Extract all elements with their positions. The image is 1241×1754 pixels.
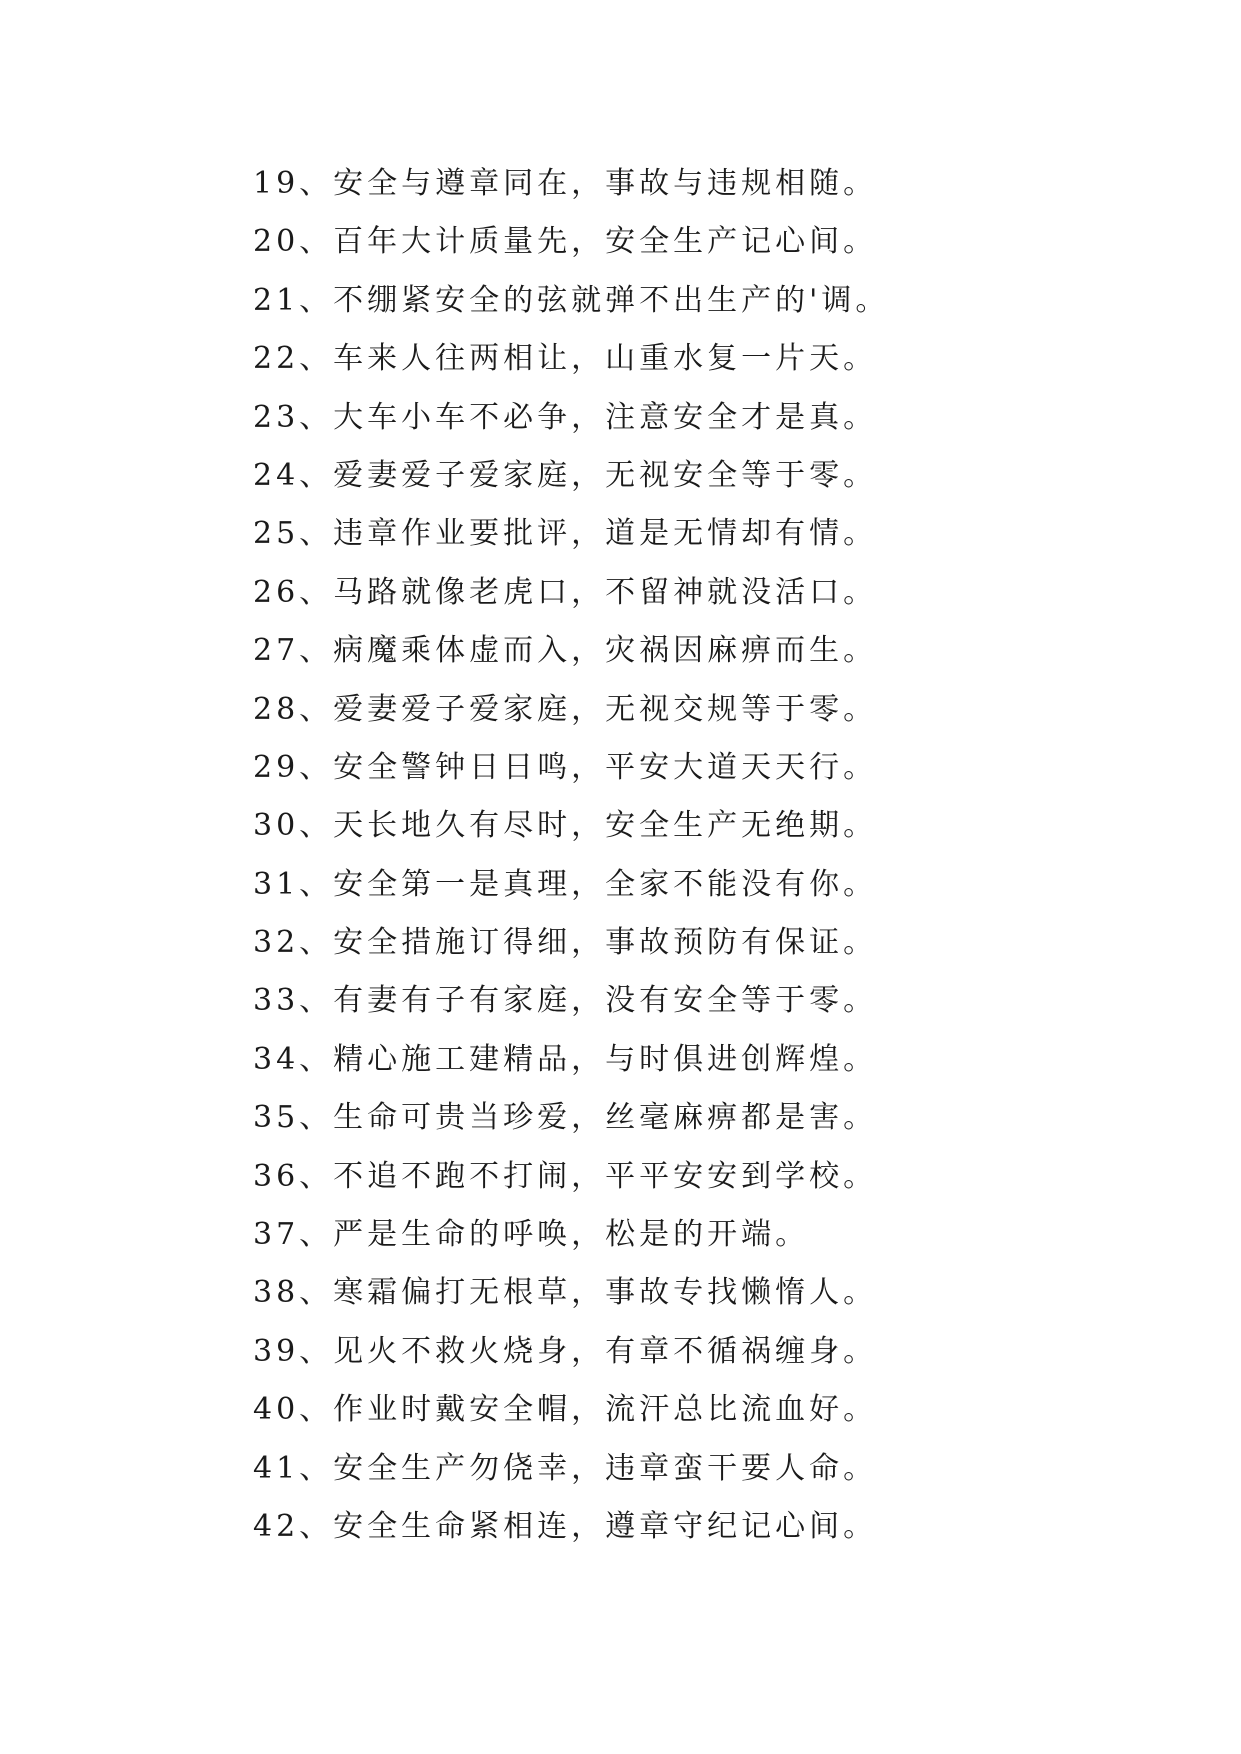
slogan-line-32: 32、安全措施订得细，事故预防有保证。 — [253, 925, 878, 961]
slogan-line-42: 42、安全生命紧相连，遵章守纪记心间。 — [253, 1508, 878, 1544]
slogan-line-36: 36、不追不跑不打闹，平平安安到学校。 — [253, 1158, 878, 1194]
slogan-line-20: 20、百年大计质量先，安全生产记心间。 — [253, 224, 878, 260]
slogan-line-39: 39、见火不救火烧身，有章不循祸缠身。 — [253, 1333, 878, 1369]
slogan-line-30: 30、天长地久有尽时，安全生产无绝期。 — [253, 808, 878, 844]
slogan-line-40: 40、作业时戴安全帽，流汗总比流血好。 — [253, 1392, 878, 1428]
slogan-line-21: 21、不绷紧安全的弦就弹不出生产的'调。 — [253, 282, 890, 318]
slogan-line-23: 23、大车小车不必争，注意安全才是真。 — [253, 399, 878, 435]
slogan-line-34: 34、精心施工建精品，与时俱进创辉煌。 — [253, 1041, 878, 1077]
slogan-line-24: 24、爱妻爱子爱家庭，无视安全等于零。 — [253, 457, 878, 493]
slogan-line-35: 35、生命可贵当珍爱，丝毫麻痹都是害。 — [253, 1100, 878, 1136]
slogan-line-37: 37、严是生命的呼唤，松是的开端。 — [253, 1217, 810, 1253]
slogan-line-19: 19、安全与遵章同在，事故与违规相随。 — [253, 166, 878, 201]
slogan-line-41: 41、安全生产勿侥幸，违章蛮干要人命。 — [253, 1450, 878, 1486]
slogan-line-27: 27、病魔乘体虚而入，灾祸因麻痹而生。 — [253, 633, 878, 669]
slogan-line-33: 33、有妻有子有家庭，没有安全等于零。 — [253, 983, 878, 1019]
slogan-line-31: 31、安全第一是真理，全家不能没有你。 — [253, 866, 878, 902]
slogan-line-22: 22、车来人往两相让，山重水复一片天。 — [253, 341, 878, 377]
slogan-line-25: 25、违章作业要批评，道是无情却有情。 — [253, 516, 878, 552]
slogan-line-38: 38、寒霜偏打无根草，事故专找懒惰人。 — [253, 1275, 878, 1311]
slogan-list — [253, 155, 1193, 1556]
slogan-line-26: 26、马路就像老虎口，不留神就没活口。 — [253, 574, 878, 610]
slogan-line-28: 28、爱妻爱子爱家庭，无视交规等于零。 — [253, 691, 878, 727]
slogan-line-29: 29、安全警钟日日鸣，平安大道天天行。 — [253, 749, 878, 785]
